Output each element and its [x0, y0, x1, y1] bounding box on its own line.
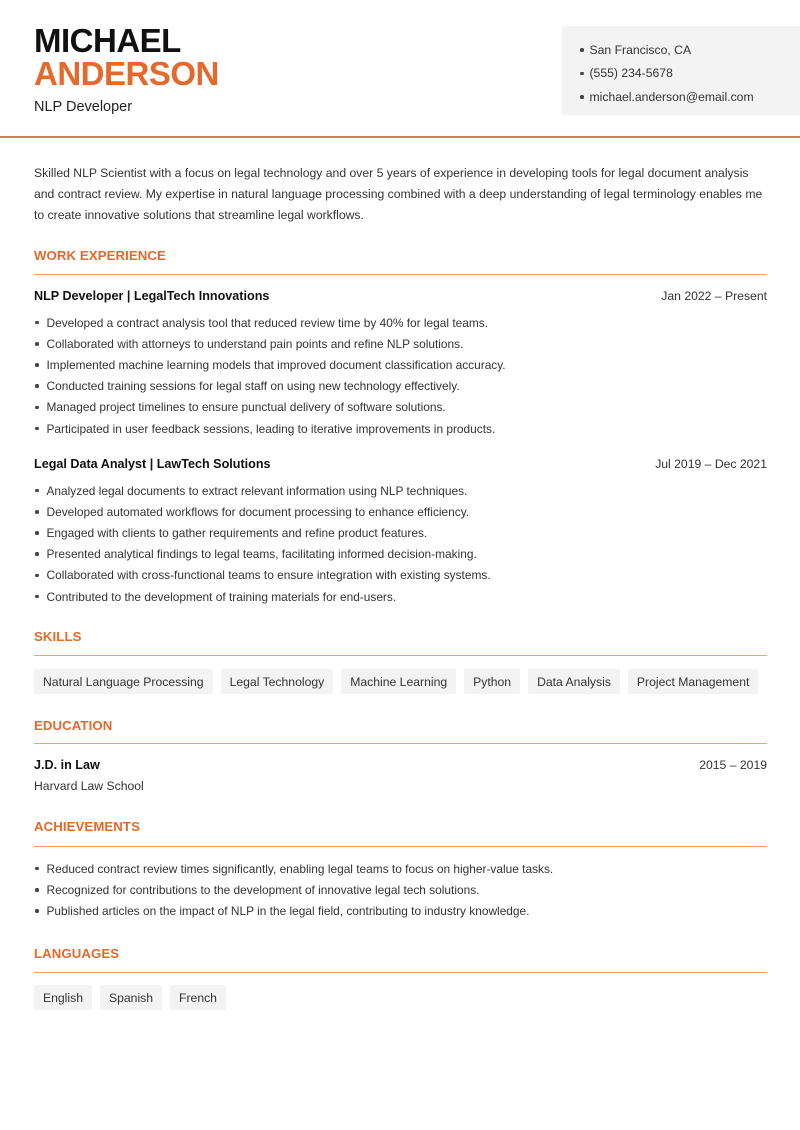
- section-divider: [34, 972, 767, 973]
- list-item: Engaged with clients to gather requirements and refine product features.: [34, 522, 767, 543]
- bullet-icon: [35, 363, 39, 367]
- job-bullets: [34, 312, 767, 439]
- languages-list: [34, 985, 226, 1010]
- resume-header: [0, 0, 800, 138]
- last-name: ANDERSON: [34, 55, 219, 92]
- bullet-icon: [580, 72, 584, 76]
- bullet-icon: [35, 595, 39, 599]
- bullet-icon: [35, 531, 39, 535]
- education-degree: J.D. in Law: [34, 758, 100, 772]
- job-dates: Jan 2022 – Present: [661, 289, 767, 303]
- list-item: Participated in user feedback sessions, leading to iterative improvements in products.: [34, 418, 767, 439]
- bullet-icon: [35, 552, 39, 556]
- bullet-icon: [35, 406, 39, 410]
- section-title-skills: SKILLS: [34, 629, 82, 644]
- list-item: Contributed to the development of training materials for end-users.: [34, 586, 767, 607]
- skill-chip: Machine Learning: [341, 669, 456, 694]
- section-divider: [34, 274, 767, 275]
- contact-box: [562, 26, 800, 115]
- language-chip: French: [170, 985, 226, 1010]
- bullet-icon: [35, 427, 39, 431]
- list-item: Collaborated with cross-functional teams to ensure integration with existing systems.: [34, 565, 767, 586]
- skill-chip: Project Management: [628, 669, 758, 694]
- job-header: [34, 289, 767, 303]
- skill-chip: Legal Technology: [221, 669, 334, 694]
- education-school: Harvard Law School: [34, 779, 144, 793]
- contact-location: San Francisco, CA: [580, 38, 800, 62]
- list-item: Developed a contract analysis tool that reduced review time by 40% for legal teams.: [34, 312, 767, 333]
- list-item: Reduced contract review times significantly, enabling legal teams to focus on higher-value tasks.: [34, 858, 767, 879]
- first-name: MICHAEL: [34, 22, 181, 59]
- job-role: NLP Developer | LegalTech Innovations: [34, 289, 270, 303]
- section-divider: [34, 655, 767, 656]
- bullet-icon: [35, 384, 39, 388]
- list-item: Managed project timelines to ensure punctual delivery of software solutions.: [34, 397, 767, 418]
- section-title-work: WORK EXPERIENCE: [34, 248, 166, 263]
- list-item: Presented analytical findings to legal teams, facilitating informed decision-making.: [34, 544, 767, 565]
- section-divider: [34, 846, 767, 847]
- job-header: [34, 457, 767, 471]
- job-bullets: [34, 480, 767, 607]
- bullet-icon: [580, 95, 584, 99]
- bullet-icon: [35, 574, 39, 578]
- list-item: Conducted training sessions for legal staff on using new technology effectively.: [34, 376, 767, 397]
- job-role: Legal Data Analyst | LawTech Solutions: [34, 457, 271, 471]
- bullet-icon: [35, 489, 39, 493]
- section-title-achievements: ACHIEVEMENTS: [34, 819, 140, 834]
- job-dates: Jul 2019 – Dec 2021: [655, 457, 767, 471]
- achievements-list: [34, 858, 767, 922]
- job-title: NLP Developer: [34, 99, 133, 115]
- list-item: Analyzed legal documents to extract relevant information using NLP techniques.: [34, 480, 767, 501]
- list-item: Implemented machine learning models that improved document classification accuracy.: [34, 354, 767, 375]
- skills-list: [34, 669, 758, 694]
- language-chip: Spanish: [100, 985, 162, 1010]
- section-divider: [34, 743, 767, 744]
- section-title-languages: LANGUAGES: [34, 946, 120, 961]
- bullet-icon: [580, 48, 584, 52]
- bullet-icon: [35, 867, 39, 871]
- contact-phone: (555) 234-5678: [580, 62, 800, 86]
- contact-email: michael.anderson@email.com: [580, 85, 800, 109]
- section-title-education: EDUCATION: [34, 718, 113, 733]
- bullet-icon: [35, 888, 39, 892]
- bullet-icon: [35, 342, 39, 346]
- bullet-icon: [35, 909, 39, 913]
- education-dates: 2015 – 2019: [699, 758, 767, 772]
- list-item: Recognized for contributions to the development of innovative legal tech solutions.: [34, 879, 767, 900]
- skill-chip: Data Analysis: [528, 669, 620, 694]
- education-header: [34, 758, 767, 772]
- list-item: Collaborated with attorneys to understand pain points and refine NLP solutions.: [34, 333, 767, 354]
- list-item: Published articles on the impact of NLP in the legal field, contributing to industry knowledge.: [34, 900, 767, 921]
- language-chip: English: [34, 985, 92, 1010]
- bullet-icon: [35, 510, 39, 514]
- skill-chip: Natural Language Processing: [34, 669, 213, 694]
- list-item: Developed automated workflows for document processing to enhance efficiency.: [34, 501, 767, 522]
- bullet-icon: [35, 321, 39, 325]
- skill-chip: Python: [464, 669, 520, 694]
- summary: Skilled NLP Scientist with a focus on legal technology and over 5 years of experience in developing tools for legal document analysis and contract review. My expertise in natural language processing combined with a deep understanding of legal terminology enables me to create innovative solutions that streamline legal workflows.: [34, 166, 763, 222]
